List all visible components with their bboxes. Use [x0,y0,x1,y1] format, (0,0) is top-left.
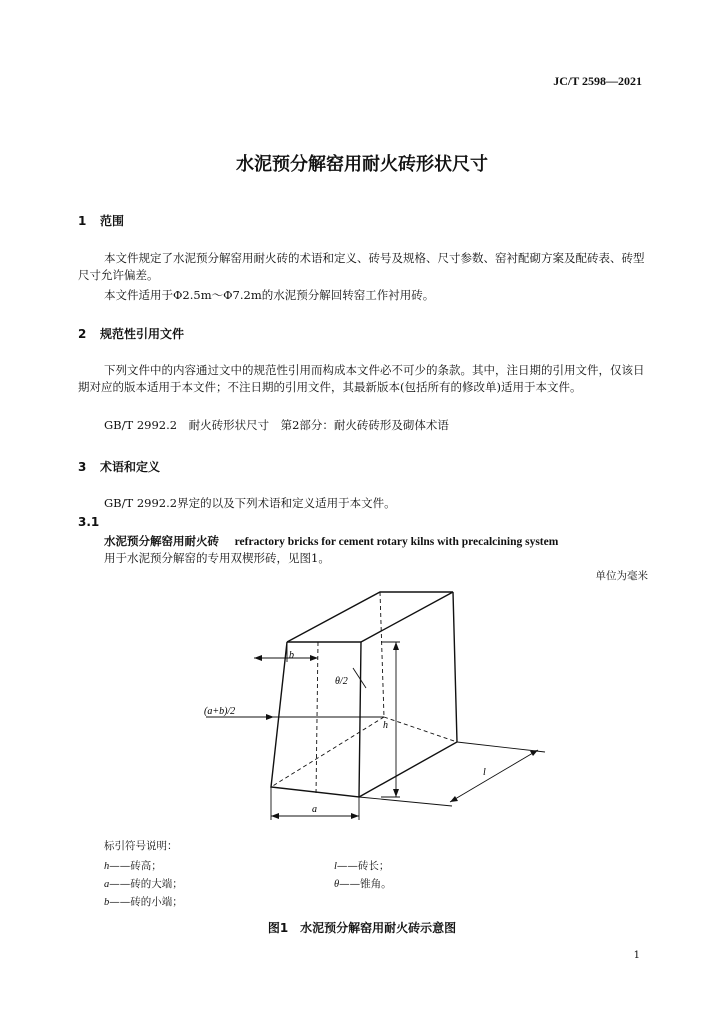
section-1-paragraph-2: 本文件适用于Φ2.5m～Φ7.2m的水泥预分解回转窑工作衬用砖。 [104,288,435,302]
label-h: h [383,720,388,731]
dimension-lines [206,642,545,820]
legend-symbol: h [104,861,110,872]
section-3-heading [78,458,160,475]
label-ab-half: (a+b)/2 [204,706,236,717]
legend-text: ——锥角。 [339,878,392,890]
term-entry [104,533,558,549]
label-l: l [483,767,486,778]
label-theta-half: θ/2 [335,676,348,687]
legend-title: 标引符号说明： [104,840,178,852]
document-title: 水泥预分解窑用耐火砖形状尺寸 [236,154,488,175]
legend-item-theta [334,876,392,891]
figure-caption: 图1 水泥预分解窑用耐火砖示意图 [267,921,457,935]
section-number: 3 [78,460,87,474]
legend-text: ——砖高； [109,860,162,872]
label-a: a [312,804,317,815]
brick-diagram [170,580,550,830]
section-title: 范围 [100,214,125,228]
legend-symbol: l [334,861,337,872]
page-number: 1 [633,950,640,961]
section-1-heading [78,212,124,229]
term-definition: 用于水泥预分解窑的专用双楔形砖，见图1。 [104,551,330,565]
hidden-edges [271,592,457,795]
legend-item-a [104,876,183,891]
legend-text: ——砖长； [336,860,390,872]
section-title: 术语和定义 [100,460,161,474]
subsection-number: 3.1 [78,515,100,529]
brick-outline [271,592,457,797]
section-title: 规范性引用文件 [100,327,185,341]
section-2-heading [78,325,184,342]
legend-symbol: b [104,897,110,908]
section-number: 2 [78,327,87,341]
section-3-paragraph-1: GB/T 2992.2界定的以及下列术语和定义适用于本文件。 [104,496,396,510]
term-english: refractory bricks for cement rotary kilns with precalcining system [234,536,559,548]
legend-item-h [104,858,162,873]
section-number: 1 [78,214,87,228]
legend-symbol: a [104,879,110,890]
legend-item-b [104,894,183,909]
section-1-paragraph-1: 本文件规定了水泥预分解窑用耐火砖的术语和定义、砖号及规格、尺寸参数、窑衬配砌方案及配砖表、砖型尺寸允许偏差。 [78,251,645,282]
label-b: b [289,650,294,661]
legend-item-l [334,858,389,873]
standard-number: JC/T 2598—2021 [553,74,642,88]
term-chinese: 水泥预分解窑用耐火砖 [104,534,219,548]
legend-text: ——砖的大端； [109,878,183,890]
normative-reference: GB/T 2992.2 耐火砖形状尺寸 第2部分：耐火砖砖形及砌体术语 [104,418,449,432]
section-2-paragraph-1: 下列文件中的内容通过文中的规范性引用而构成本文件必不可少的条款。其中，注日期的引用文件，仅该日期对应的版本适用于本文件；不注日期的引用文件，其最新版本(包括所有的修改单)适用于本文件。 [78,363,645,394]
legend-text: ——砖的小端； [109,896,183,908]
unit-note: 单位为毫米 [595,570,648,582]
legend-symbol: θ [334,879,340,890]
